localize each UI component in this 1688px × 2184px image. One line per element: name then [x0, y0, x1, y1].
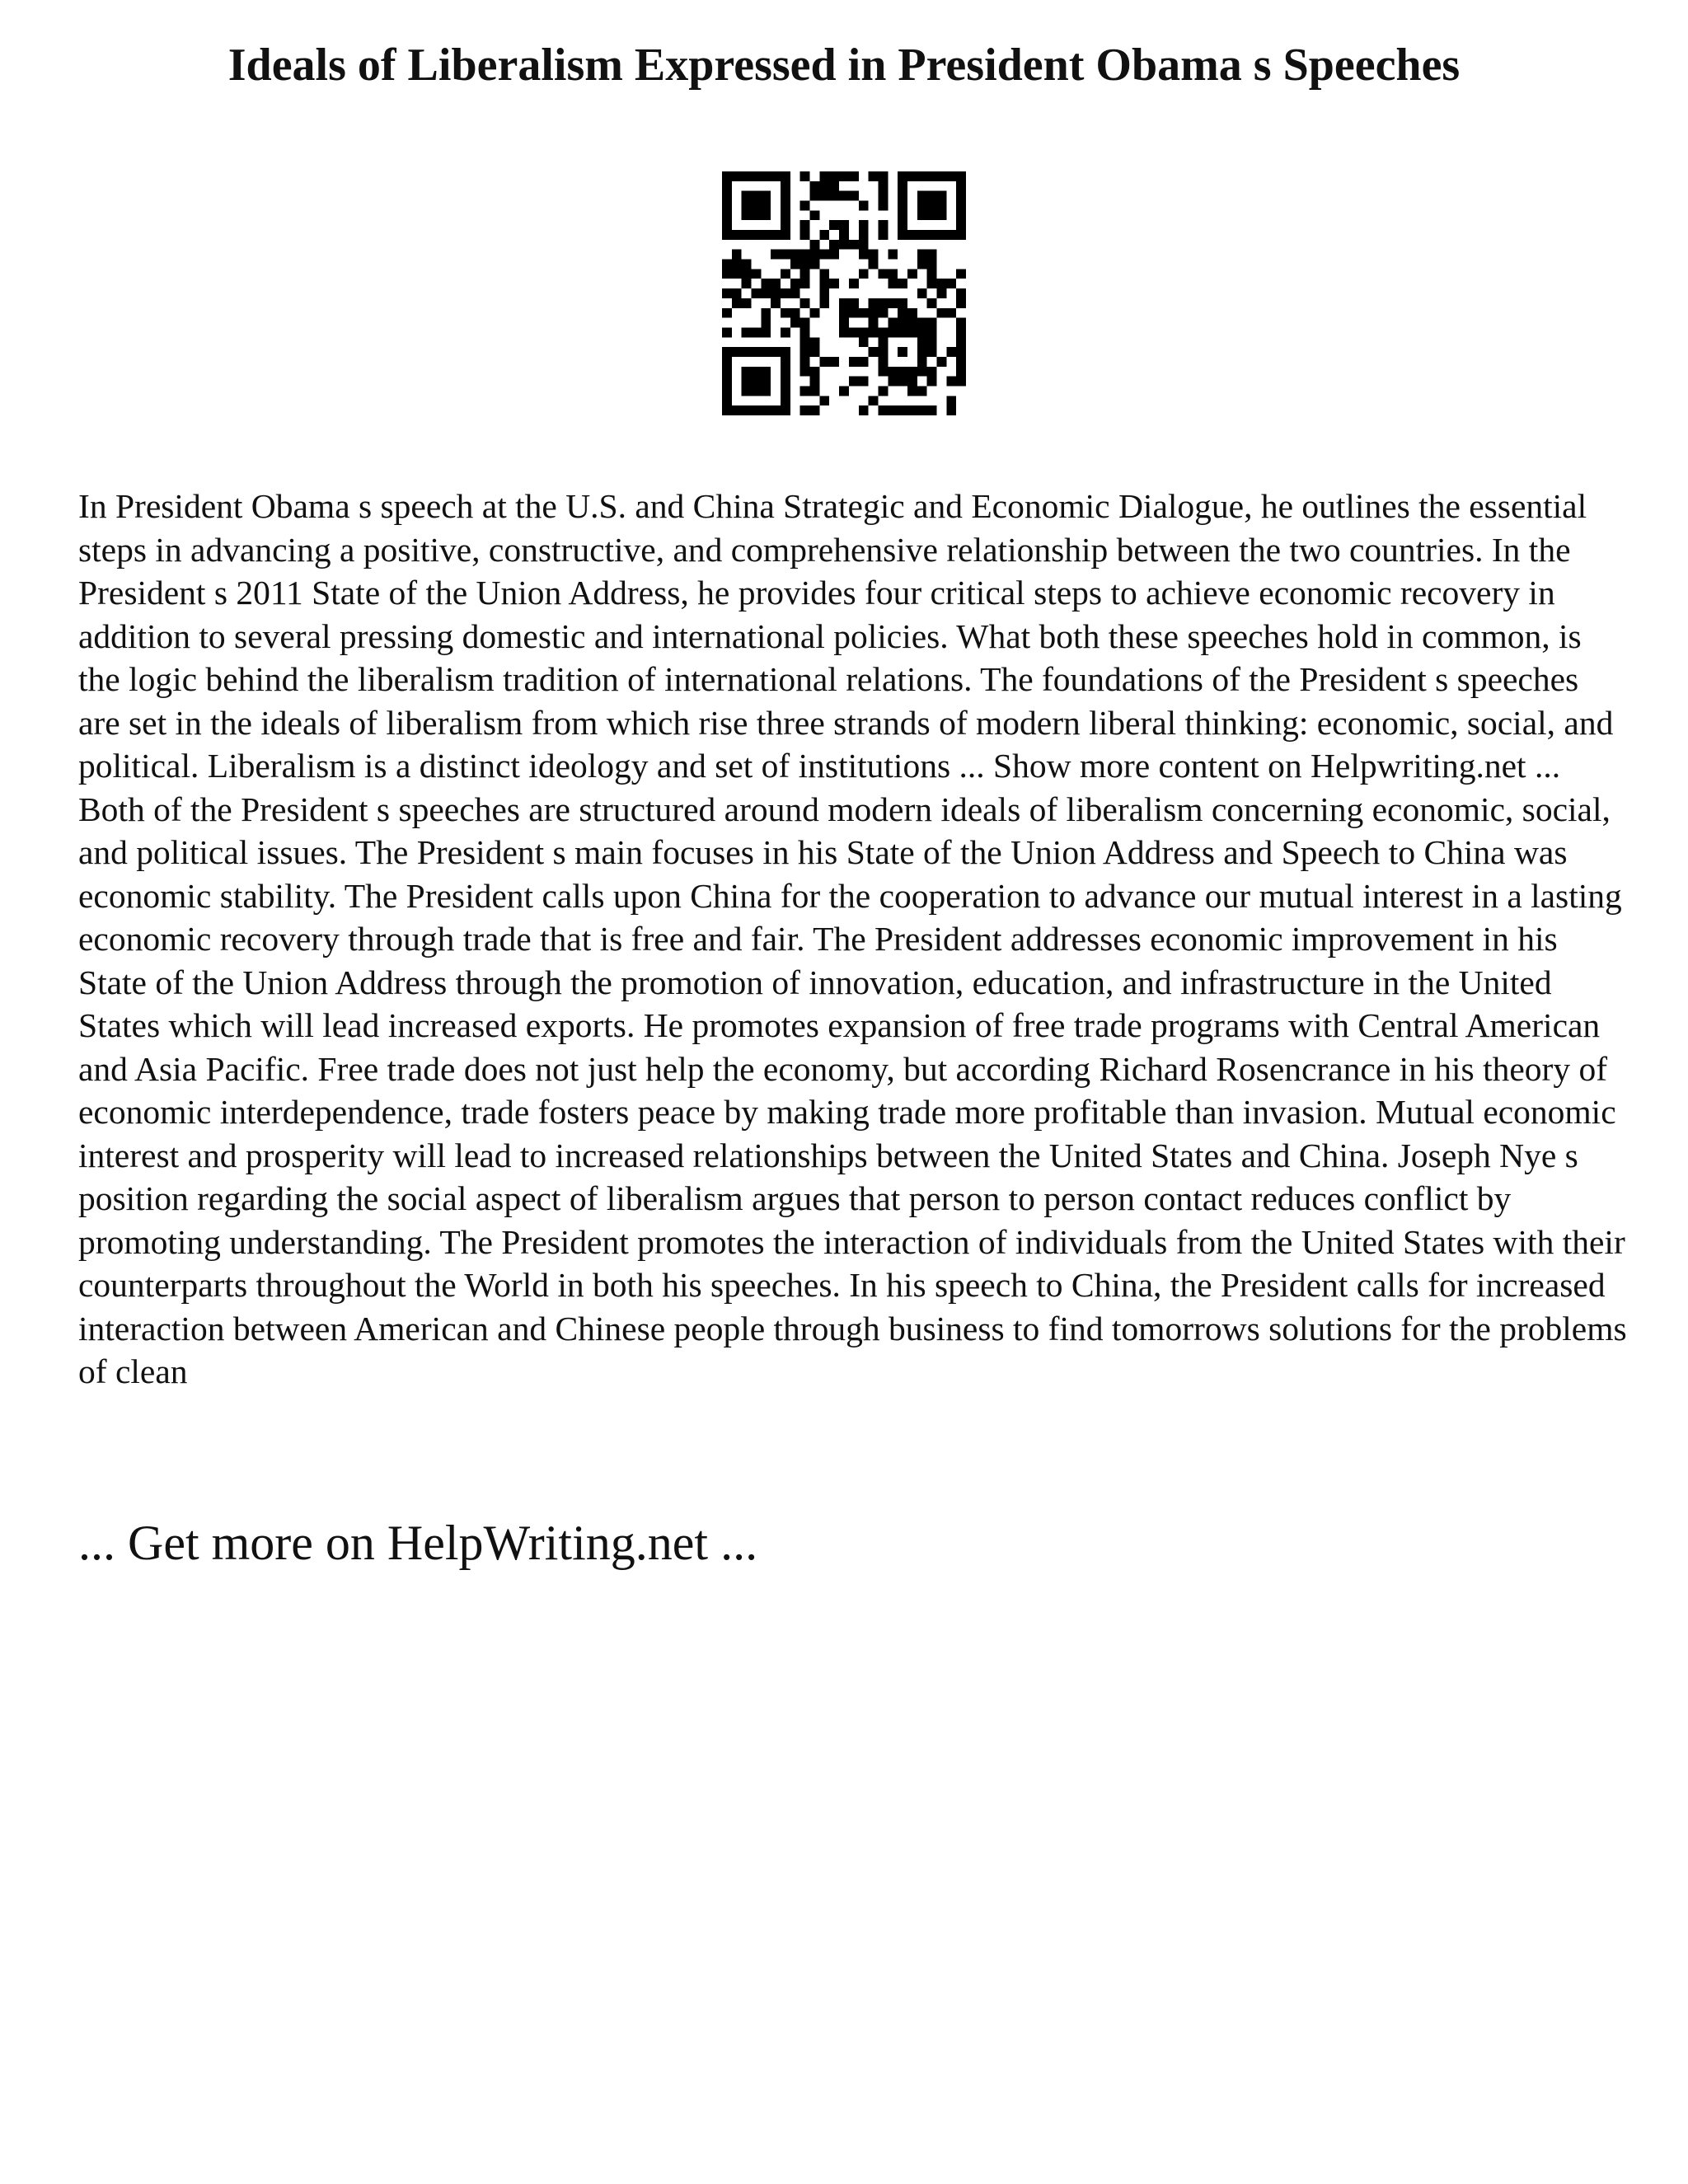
get-more-link[interactable]: ... Get more on HelpWriting.net ...	[78, 1516, 758, 1570]
document-body	[78, 485, 1628, 1394]
document-title: Ideals of Liberalism Expressed in President Obama s Speeches	[227, 40, 1461, 91]
body-paragraph-2: Both of the President s speeches are structured around modern ideals of liberalism concerning economic, social, and political issues. The President s main focuses in his State of the Union Address and Speech to China was economic stability. The President calls upon China for the cooperation to advance our mutual interest in a lasting economic recovery through trade that is free and fair. The President addresses economic improvement in his State of the Union Address through the promotion of innovation, education, and infrastructure in the United States which will lead increased exports. He promotes expansion of free trade programs with Central American and Asia Pacific. Free trade does not just help the economy, but according Richard Rosencrance in his theory of economic interdependence, trade fosters peace by making trade more profitable than invasion. Mutual economic interest and prosperity will lead to increased relationships between the United States and China. Joseph Nye s position regarding the social aspect of liberalism argues that person to person contact reduces conflict by promoting understanding. The President promotes the interaction of individuals from the United States with their counterparts throughout the World in both his speeches. In his speech to China, the President calls for increased interaction between American and Chinese people through business to find tomorrows solutions for the problems of clean	[78, 790, 1627, 1390]
qr-code-graphic	[722, 171, 966, 415]
body-paragraph-1: In President Obama s speech at the U.S. and China Strategic and Economic Dialogue, he outlines the essential steps in advancing a positive, constructive, and comprehensive relationship between the two countries. In the President s 2011 State of the Union Address, he provides four critical steps to achieve economic recovery in addition to several pressing domestic and international policies. What both these speeches hold in common, is the logic behind the liberalism tradition of international relations. The foundations of the President s speeches are set in the ideals of liberalism from which rise three strands of modern liberal thinking: economic, social, and political. Liberalism is a distinct ideology and set of institutions ... Show more content on Helpwriting.net ...	[78, 487, 1614, 785]
qr-code-icon[interactable]	[722, 171, 966, 415]
